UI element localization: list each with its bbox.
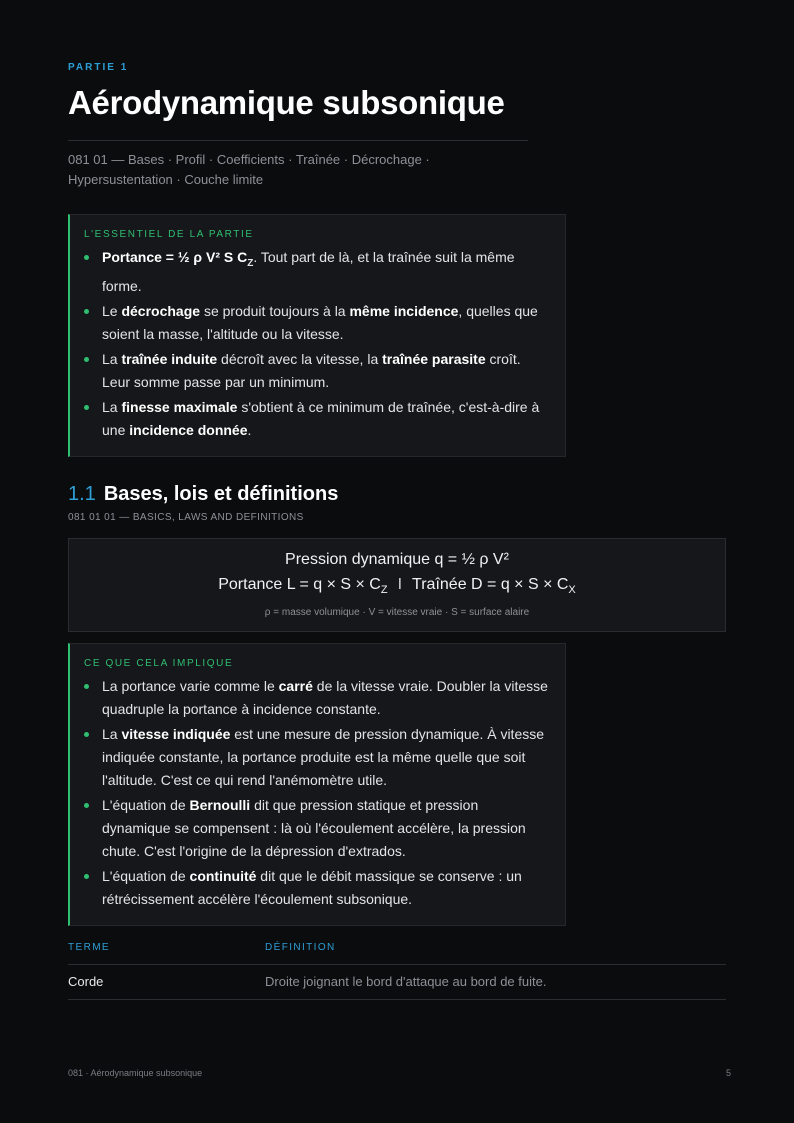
bullet-dot [84,732,89,737]
list-text: , quelles que soient la masse, l'altitude ou la vitesse. [102,302,538,342]
implique-list [84,675,549,911]
list-text: se produit toujours à la [200,302,350,319]
formula-lift-drag [69,576,725,596]
bold-term: décrochage [121,302,201,319]
implique-heading: CE QUE CELA IMPLIQUE [84,658,234,669]
bold-term: finesse maximale [121,398,238,415]
column-definition: DÉFINITION [265,942,336,953]
bullet-dot [84,357,89,362]
part-topics: 081 01 — Bases · Profil · Coefficients · Traînée · Décrochage · Hypersustentation · Couche limite [68,152,430,187]
bullet-dot [84,405,89,410]
essentiel-list [84,246,549,442]
section-number: 1.1 [68,483,96,505]
footer-title: 081 · Aérodynamique subsonique [68,1068,203,1078]
term-cell: Corde [68,974,104,989]
bold-term: même incidence [349,302,459,319]
bullet-dot [84,874,89,879]
formula-box [68,538,726,632]
page-number: 5 [725,1068,731,1078]
page-title: Aérodynamique subsonique [68,84,505,121]
essentiel-heading: L'ESSENTIEL DE LA PARTIE [84,229,254,240]
bold-term: vitesse indiquée [121,726,231,742]
implique-callout [68,643,566,926]
list-text: dit que le débit massique se conserve : un rétrécissement accélère l'écoulement subsonique. [102,868,522,907]
bold-term: Z [247,257,254,269]
column-term: TERME [68,942,110,953]
bold-term: carré [278,678,313,694]
list-text: dit que pression statique et pression dynamique se compensent : là où l'écoulement accélère, la pression chute. C'est l'origine de la dépression d'extrados. [102,797,526,859]
list-text: décroît avec la vitesse, la [217,350,383,367]
list-text: est une mesure de pression dynamique. À vitesse indiquée constante, la portance produite est la même quelle que soit l'altitude. C'est ce qui rend l'anémomètre utile. [102,726,545,788]
section-title-text: Bases, lois et définitions [103,483,339,505]
bullet-dot [84,309,89,314]
list-item [84,794,549,863]
list-item [84,246,549,298]
bullet-dot [84,255,89,260]
bold-term: traînée induite [121,350,218,367]
bold-term: Bernoulli [189,797,251,813]
part-label: PARTIE 1 [68,62,129,73]
formula-legend: ρ = masse volumique · V = vitesse vraie · S = surface alaire [264,607,530,618]
title-divider [68,140,528,141]
list-item [84,348,549,394]
table-row [68,965,726,1000]
list-item [84,865,549,911]
formula-dynamic-pressure: Pression dynamique q = ½ ρ V² [285,551,509,568]
list-item [84,723,549,792]
list-text: La [102,726,122,742]
essentiel-callout [68,214,566,457]
list-text: L'équation de [102,797,190,813]
bullet-dot [84,803,89,808]
bold-term: incidence donnée [129,421,248,438]
bold-term: traînée parasite [382,350,486,367]
list-text: croît. Leur somme passe par un minimum. [102,350,521,390]
list-text: Le [102,302,122,319]
list-text: s'obtient à ce minimum de traînée, c'est-à-dire à une [102,398,540,438]
list-text: La [102,398,122,415]
definitions-table-header [68,940,726,965]
list-text: . Tout part de là, et la traînée suit la même forme. [102,249,515,294]
list-text: La portance varie comme le [102,678,279,694]
bullet-dot [84,684,89,689]
bold-term: continuité [189,868,257,884]
section-subtitle: 081 01 01 — BASICS, LAWS AND DEFINITIONS [68,512,304,523]
list-text: L'équation de [102,868,190,884]
list-item [84,675,549,721]
list-text: . [247,421,252,438]
list-text: La [102,350,122,367]
list-item [84,300,549,346]
section-title [68,483,338,506]
formula-drag: Traînée $D = q \times S \times C_X$ [412,576,576,597]
formula-separator: I [397,576,403,593]
definition-cell: Droite joignant le bord d'attaque au bord de fuite. [265,974,547,989]
formula-lift: Portance $L = q \times S \times C_Z$ [218,576,388,597]
bold-term: Portance = ½ ρ V² S C [102,249,248,265]
list-text: de la vitesse vraie. Doubler la vitesse quadruple la portance à incidence constante. [102,678,548,717]
list-item [84,396,549,442]
